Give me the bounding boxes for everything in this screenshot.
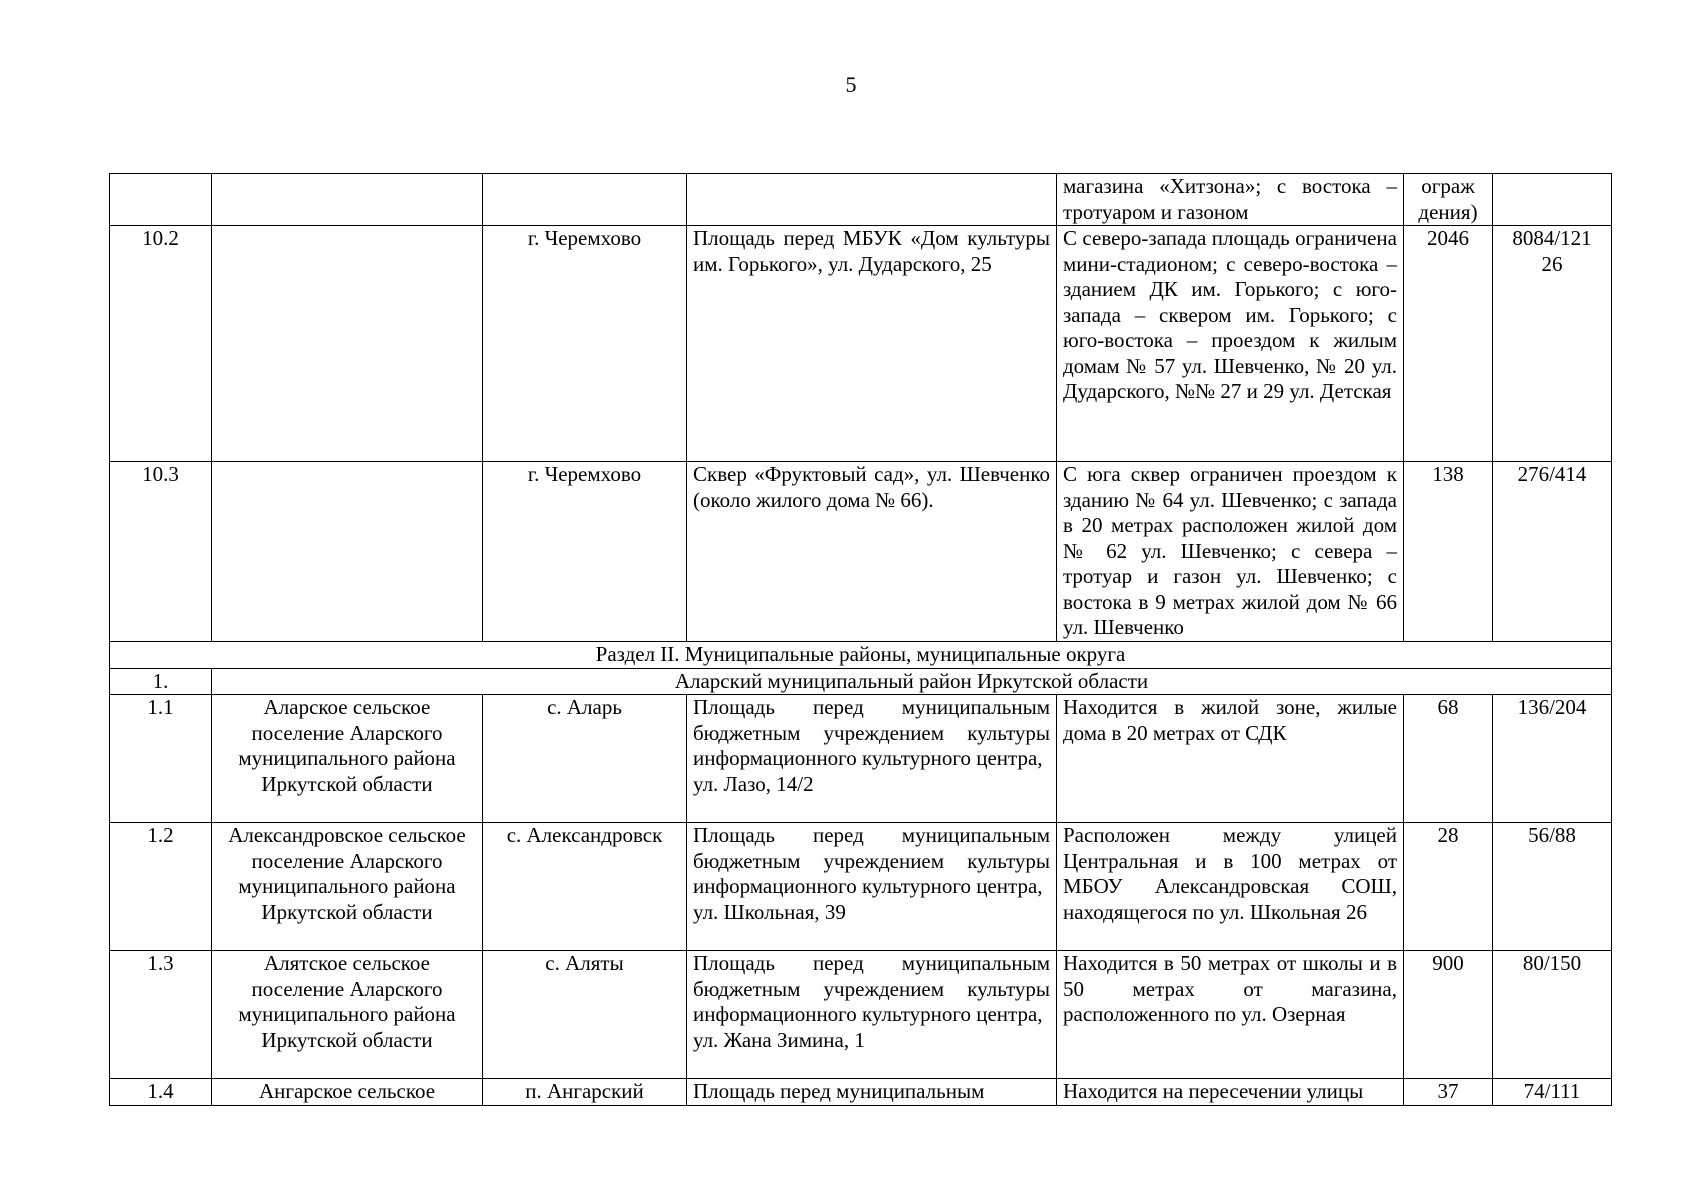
row-place: Сквер «Фруктовый сад», ул. Шевченко (около жилого дома № 66). — [687, 462, 1057, 642]
row-capacity-line: 26 — [1541, 251, 1563, 276]
row-capacity: 56/88 — [1493, 823, 1612, 951]
row-place-address: ул. Лазо, 14/2 — [693, 771, 814, 796]
row-boundaries: Находится в 50 метрах от школы и в 50 метрах от магазина, расположенного по ул. Озерная — [1057, 951, 1404, 1079]
row-number: 1.4 — [110, 1079, 212, 1106]
row-boundaries: С северо-запада площадь ограничена мини-стадионом; с северо-востока – зданием ДК им. Горького; с юго-запада – сквером им. Горького; с юго-востока – проездом к жилым домам № 57 ул. Шевченко, № 20 ул. Дударского, №№ 27 и 29 ул. Детская — [1057, 226, 1404, 462]
row-capacity: 74/111 — [1493, 1079, 1612, 1106]
row-capacity — [1493, 174, 1612, 226]
registry-table — [109, 173, 1612, 1106]
row-number: 1.2 — [110, 823, 212, 951]
row-organization: Ангарское сельское — [212, 1079, 483, 1106]
section-heading-row — [110, 642, 1612, 669]
row-area: 28 — [1404, 823, 1493, 951]
row-boundaries: магазина «Хитзона»; с востока – тротуаром и газоном — [1057, 174, 1404, 226]
district-heading-row — [110, 668, 1612, 695]
row-capacity: 136/204 — [1493, 695, 1612, 823]
row-place: Площадь перед МБУК «Дом культуры им. Горького», ул. Дударского, 25 — [687, 226, 1057, 462]
table-row — [110, 951, 1612, 1079]
row-organization: Александровское сельское поселение Аларского муниципального района Иркутской области — [212, 823, 483, 951]
row-number: 1.1 — [110, 695, 212, 823]
row-area — [1404, 174, 1493, 226]
row-organization — [212, 462, 483, 642]
district-name: Аларский муниципальный район Иркутской области — [212, 668, 1612, 695]
row-number — [110, 174, 212, 226]
row-place — [687, 1079, 1057, 1106]
row-capacity: 276/414 — [1493, 462, 1612, 642]
row-area: 900 — [1404, 951, 1493, 1079]
row-locality: г. Черемхово — [483, 226, 687, 462]
row-boundaries: Находится на пересечении улицы — [1057, 1079, 1404, 1106]
row-number: 10.3 — [110, 462, 212, 642]
row-locality: г. Черемхово — [483, 462, 687, 642]
row-locality: п. Ангарский — [483, 1079, 687, 1106]
row-area: 138 — [1404, 462, 1493, 642]
row-place-line: Площадь перед муниципальным бюджетным учреждением культуры информационного культурного центра, — [693, 695, 1050, 770]
row-locality: с. Аларь — [483, 695, 687, 823]
row-place-line: Площадь перед муниципальным бюджетным учреждением культуры информационного культурного центра, — [693, 823, 1050, 898]
row-area-line: дения) — [1418, 199, 1478, 224]
row-capacity-line: 8084/121 — [1512, 226, 1592, 250]
row-organization — [212, 174, 483, 226]
row-area: 2046 — [1404, 226, 1493, 462]
table-row — [110, 1079, 1612, 1106]
row-area-line: ограж — [1421, 174, 1475, 198]
row-locality — [483, 174, 687, 226]
row-place — [687, 951, 1057, 1079]
row-place — [687, 695, 1057, 823]
row-boundaries: С юга сквер ограничен проездом к зданию № 64 ул. Шевченко; с запада в 20 метрах расположен жилой дом № 62 ул. Шевченко; с севера – тротуар и газон ул. Шевченко; с востока в 9 метрах жилой дом № 66 ул. Шевченко — [1057, 462, 1404, 642]
table-row — [110, 174, 1612, 226]
row-place-line: Площадь перед муниципальным бюджетным учреждением культуры информационного культурного центра, — [693, 951, 1050, 1026]
row-area: 37 — [1404, 1079, 1493, 1106]
row-place-address: ул. Школьная, 39 — [693, 899, 846, 924]
table-row — [110, 462, 1612, 642]
row-organization: Алятское сельское поселение Аларского муниципального района Иркутской области — [212, 951, 483, 1079]
page-number: 5 — [845, 72, 857, 97]
district-number: 1. — [110, 668, 212, 695]
row-locality: с. Аляты — [483, 951, 687, 1079]
row-boundaries: Находится в жилой зоне, жилые дома в 20 метрах от СДК — [1057, 695, 1404, 823]
row-number: 10.2 — [110, 226, 212, 462]
table-row — [110, 695, 1612, 823]
row-number: 1.3 — [110, 951, 212, 1079]
row-place — [687, 174, 1057, 226]
row-area: 68 — [1404, 695, 1493, 823]
table-row — [110, 823, 1612, 951]
row-locality: с. Александровск — [483, 823, 687, 951]
row-boundaries: Расположен между улицей Центральная и в 100 метрах от МБОУ Александровская СОШ, находящегося по ул. Школьная 26 — [1057, 823, 1404, 951]
section-heading: Раздел II. Муниципальные районы, муниципальные округа — [110, 642, 1612, 669]
row-capacity — [1493, 226, 1612, 462]
row-place-line: Площадь перед муниципальным — [693, 1079, 985, 1103]
row-place — [687, 823, 1057, 951]
row-organization: Аларское сельское поселение Аларского муниципального района Иркутской области — [212, 695, 483, 823]
row-organization — [212, 226, 483, 462]
table-row — [110, 226, 1612, 462]
row-place-address: ул. Жана Зимина, 1 — [693, 1027, 865, 1052]
row-capacity: 80/150 — [1493, 951, 1612, 1079]
